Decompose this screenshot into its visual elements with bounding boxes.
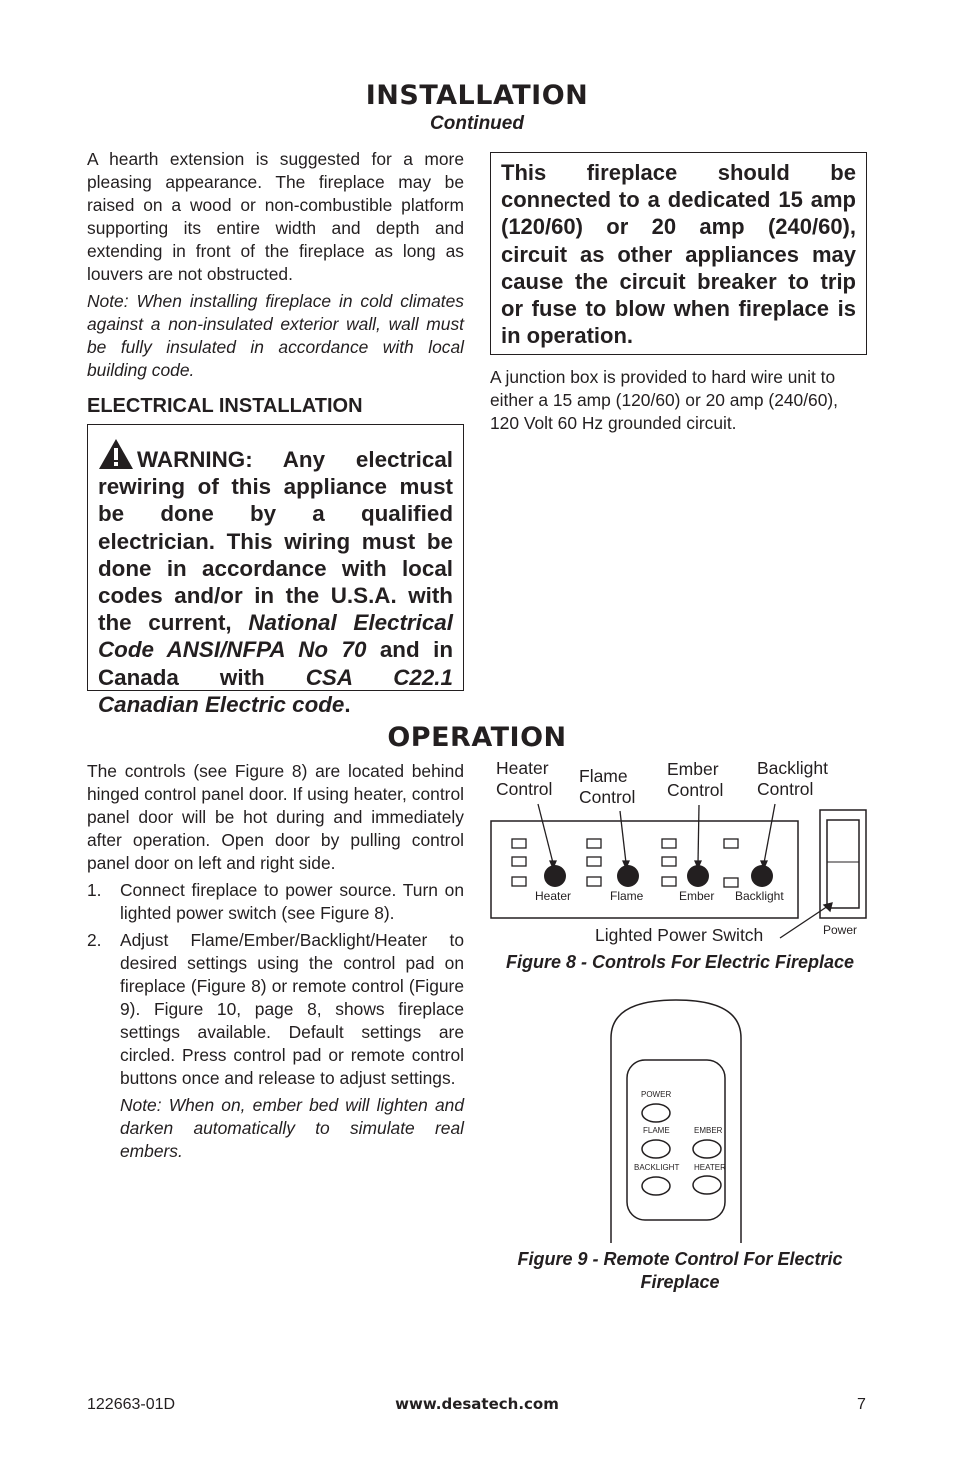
remote-backlight-label: BACKLIGHT: [634, 1163, 680, 1172]
remote-flame-button: [642, 1140, 670, 1158]
control-panel-drawing: [490, 758, 870, 948]
warning-nec: National Electrical Code ANSI/NFPA No 70: [98, 610, 453, 663]
figure-8-caption: Figure 8 - Controls For Electric Fireplace: [505, 952, 855, 972]
remote-control-body: [610, 998, 742, 1243]
hearth-paragraph: A hearth extension is suggested for a more pleasing appearance. The fireplace may be raised on a wood or non-combustible platform supporting its entire width and depth and extending in front of the fireplace as long as louvers are not obstructed.: [87, 149, 464, 284]
power-label: Power: [823, 923, 858, 937]
backlight-button: [751, 865, 773, 887]
remote-heater-button: [693, 1176, 721, 1194]
ember-button-label: Ember: [679, 889, 715, 903]
control-panel-outline: [491, 821, 798, 918]
operation-intro: The controls (see Figure 8) are located behind hinged control panel door. If using heater, control panel door will be hot during and immediately after operation. Open door by pulling control panel door on left and right side.: [87, 761, 464, 873]
remote-power-button: [642, 1104, 670, 1122]
figure-9-caption: Figure 9 - Remote Control For Electric Fireplace: [517, 1249, 843, 1292]
remote-heater-label: HEATER: [694, 1163, 726, 1172]
warning-triangle-icon: [98, 438, 134, 470]
heater-button-label: Heater: [535, 889, 572, 903]
flame-control-callout: Flame Control: [579, 766, 636, 807]
flame-button: [617, 865, 639, 887]
step-1-text: Connect fireplace to power source. Turn on lighted power switch (see Figure 8).: [120, 880, 464, 923]
heater-control-callout: Heater Control: [496, 758, 553, 799]
remote-ember-label: EMBER: [694, 1126, 723, 1135]
power-switch-rocker: [827, 820, 859, 908]
warning-text: [98, 438, 453, 718]
remote-ember-button: [693, 1140, 721, 1158]
warning-csa: CSA C22.1 Canadian Electric code: [98, 664, 453, 717]
ember-control-callout: Ember Control: [667, 759, 724, 800]
installation-heading: INSTALLATION: [365, 80, 589, 111]
backlight-button-label: Backlight: [735, 889, 784, 903]
ember-note: Note: When on, ember bed will lighten and darken automatically to simulate real embers.: [120, 1095, 464, 1161]
operation-steps: [87, 879, 464, 1090]
step-1-number: 1.: [87, 880, 102, 900]
operation-heading: OPERATION: [387, 722, 567, 753]
remote-backlight-button: [642, 1177, 670, 1195]
dedicated-circuit-text: This fireplace should be connected to a dedicated 15 amp (120/60) or 20 amp (240/60), circuit as other appliances may cause the circuit breaker to trip or fuse to blow when fireplace is in operation.: [501, 160, 856, 349]
remote-power-label: POWER: [641, 1090, 672, 1099]
insulation-note: Note: When installing fireplace in cold climates against a non-insulated exterior wall, wall must be fully insulated in accordance with local building code.: [87, 291, 464, 380]
warning-mid: and in Canada with: [98, 637, 453, 690]
dedicated-circuit-box: [490, 152, 867, 355]
page-number: 7: [857, 1396, 866, 1413]
junction-box-paragraph: A junction box is provided to hard wire unit to either a 15 amp (120/60) or 20 amp (240/60), 120 Volt 60 Hz grounded circuit.: [490, 367, 839, 433]
backlight-control-callout: Backlight Control: [757, 758, 829, 799]
installation-subtitle: Continued: [430, 113, 524, 134]
figure-9-remote-drawing: [610, 998, 742, 1243]
warning-lead: WARNING: Any electrical rewiring of this appliance must be done by a qualified electrician. This wiring must be done in accordance with local codes and/or in the U.S.A. with the current,: [98, 447, 453, 636]
lighted-power-switch-label: Lighted Power Switch: [595, 925, 764, 945]
website-link[interactable]: www.desatech.com: [395, 1395, 559, 1413]
flame-button-label: Flame: [610, 889, 644, 903]
step-2-text: Adjust Flame/Ember/Backlight/Heater to desired settings using the control pad on fireplace (Figure 8) or remote control (Figure 9). Figure 10, page 8, shows fireplace settings available. Default settings are circled. Press control pad or remote control buttons once and release to adjust settings.: [120, 930, 464, 1088]
step-1: [87, 879, 464, 925]
step-2: [87, 929, 464, 1090]
operation-section: [87, 760, 464, 1167]
part-number: 122663-01D: [87, 1396, 176, 1413]
step-2-number: 2.: [87, 930, 102, 950]
figure-8-controls-diagram: [490, 758, 870, 948]
electrical-installation-heading: ELECTRICAL INSTALLATION: [87, 395, 363, 417]
remote-flame-label: FLAME: [643, 1126, 670, 1135]
heater-button: [544, 865, 566, 887]
electrical-warning-box: [87, 424, 464, 717]
warning-end: .: [344, 691, 351, 717]
hearth-section: [87, 148, 464, 386]
